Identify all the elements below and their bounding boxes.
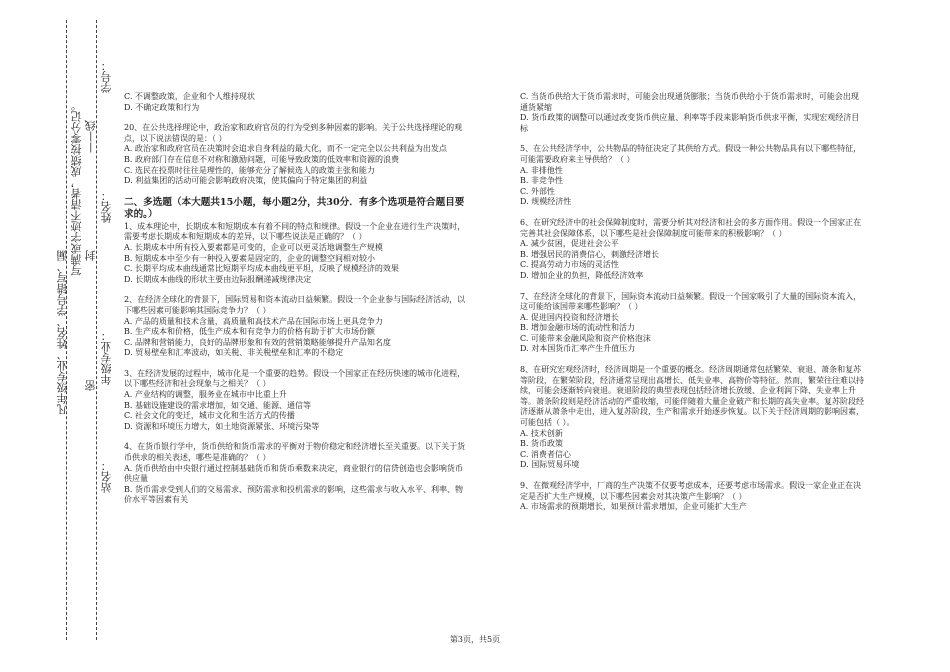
- bind-label: 密: [84, 380, 97, 391]
- question-stem: 7、在经济全球化的背景下，国际资本流动日益频繁。假设一个国家吸引了大量的国际资本流入，这可能给该国带来哪些影响？（ ）: [520, 291, 862, 312]
- site-label: 站名：: [100, 460, 113, 493]
- option: C. 不调整政策，企业和个人维持现状: [124, 92, 255, 101]
- option: C. 品牌和营销能力，良好的品牌形象和有效的营销策略能够提升产品知名度: [124, 337, 391, 347]
- option: B. 政府部门存在信息不对称和激励问题，可能导致政策的低效率和资源的浪费: [124, 154, 399, 164]
- question-4: [124, 442, 468, 506]
- question-stem: 3、在经济发展的过程中，城市化是一个重要的趋势。假设一个国家正在经历快速的城市化进程，以下哪些经济和社会现象与之相关？（ ）: [124, 368, 466, 389]
- question-20: [124, 123, 468, 187]
- option: A. 产业结构的调整，服务业在城市中比重上升: [124, 390, 287, 400]
- question-6: [520, 218, 864, 282]
- option: C. 选民在投票时往往是理性的，能够充分了解候选人的政策主张和能力: [124, 165, 375, 175]
- question-7: [520, 292, 864, 356]
- section-heading: 二、多选题（本大题共15小题，每小题2分，共30分．有多个选项是符合题目要求的。）: [124, 196, 465, 221]
- question-1: [124, 222, 468, 286]
- option: C. 长期平均成本曲线通常比短期平均成本曲线更平坦，反映了规模经济的效果: [124, 264, 399, 274]
- option: D. 贸易壁垒和汇率波动，如关税、非关税壁垒和汇率的不稳定: [124, 348, 344, 358]
- question-stem: 6、在研究经济中的社会保障制度时，需要分析其对经济和社会的多方面作用。假设一个国家正在完善其社会保障体系，以下哪些是社会保障制度可能带来的积极影响？（ ）: [520, 217, 862, 238]
- option: B. 增加金融市场的流动性和活力: [520, 323, 635, 333]
- cut-line-right: [96, 20, 97, 640]
- question-stem: 20、在公共选择理论中，政治家和政府官员的行为受到多种因素的影响。关于公共选择理论的观点，以下说法错误的是：（ ）: [124, 123, 463, 143]
- option: D. 利益集团的活动可能会影响政府决策，使其偏向于特定集团的利益: [124, 176, 368, 186]
- question-3: [124, 369, 468, 433]
- option: B. 短期成本中至少有一种投入要素是固定的，企业的调整空间相对较小: [124, 253, 375, 263]
- option: A. 非排他性: [520, 165, 563, 175]
- question-stem: 5、在公共经济学中，公共物品的特征决定了其供给方式。假设一种公共物品具有以下哪些特征，可能需要政府来主导供给？（ ）: [520, 144, 862, 164]
- right-column: [520, 92, 864, 523]
- option: A. 长期成本中所有投入要素都是可变的，企业可以更灵活地调整生产规模: [124, 242, 383, 252]
- question-stem: 8、在研究宏观经济时，经济周期是一个重要的概念。经济周期通常包括繁荣、衰退、萧条和复苏等阶段，在繁荣阶段，经济通常呈现出高增长、低失业率、高物价等特征。然而，繁荣往往难以持续，可能会逐渐转向衰退。衰退阶段的典型表现包括经济增长放缓、企业利润下降、失业率上升等。萧条阶段则是经济活动的严重收缩，可能伴随着大量企业破产和长期的高失业率。复苏阶段经济逐渐从萧条中走出，进入复苏阶段，生产和需求开始逐步恢复。以下关于经济周期的影响因素，可能包括（ ）。: [520, 365, 864, 428]
- option: D. 增加企业的负担，降低经济效率: [520, 270, 644, 280]
- option: C. 外部性: [520, 186, 555, 196]
- binding-margin: [0, 0, 118, 672]
- question-stem: 1、成本理论中，长期成本和短期成本有着不同的特点和规律。假设一个企业在进行生产决策时，需要考虑长期成本和短期成本的差异，以下哪些说法是正确的？（ ）: [124, 221, 466, 242]
- option: B. 货币需求受到人们的交易需求、预防需求和投机需求的影响，这些需求与收入水平、利率、物价水平等因素有关: [124, 484, 463, 505]
- notice-line-1: 写满或字迹不清者，成绩按零分记。: [70, 100, 83, 276]
- grade-major-label: 年级专业：: [100, 330, 113, 385]
- question-9: [520, 481, 864, 513]
- option: B. 增强居民的消费信心，刺激经济增长: [520, 249, 659, 259]
- option: C. 可能带来金融风险和资产价格泡沫: [520, 333, 651, 343]
- option: A. 市场需求的预期增长，如果预计需求增加，企业可能扩大生产: [520, 502, 747, 512]
- question-5: [520, 144, 864, 208]
- option: A. 产品的质量和技术含量，高质量和高技术产品在国际市场上更具竞争力: [124, 316, 383, 326]
- question-2: [124, 295, 468, 359]
- option: B. 货币政策: [520, 439, 563, 449]
- option: B. 生产成本和价格，低生产成本和有竞争力的价格有助于扩大市场份额: [124, 327, 375, 337]
- option: D. 规模经济性: [520, 197, 572, 207]
- cut-line-label: ——线: [84, 120, 97, 153]
- option: C. 消费者信心: [520, 449, 571, 459]
- option: D. 资源和环境压力增大，如土地资源紧张、环境污染等: [124, 421, 320, 431]
- option: D. 国际贸易环境: [520, 460, 580, 470]
- option: D. 不确定政策和行为: [124, 102, 200, 112]
- option: A. 减少贫困，促进社会公平: [520, 239, 619, 249]
- seal-label: 封: [84, 250, 97, 261]
- question-stem: 4、在货币银行学中，货币供给和货币需求的平衡对于物价稳定和经济增长至关重要。以下关于货币供求的相关表述，哪些是准确的？（ ）: [124, 442, 466, 463]
- option: C. 当货币供给大于货币需求时，可能会出现通货膨胀；当货币供给小于货币需求时，可能会出现通货紧缩: [520, 92, 859, 112]
- question-8: [520, 365, 864, 471]
- option: A. 货币供给由中央银行通过控制基础货币和货币乘数来决定，商业银行的信贷创造也会影响货币供应量: [124, 463, 463, 484]
- option: D. 长期成本曲线的形状主要由边际报酬递减规律决定: [124, 274, 312, 284]
- option: B. 非竞争性: [520, 176, 563, 186]
- option: C. 提高劳动力市场的灵活性: [520, 260, 619, 270]
- option: A. 促进国内投资和经济增长: [520, 312, 619, 322]
- page-number: 第3页，共5页: [449, 635, 501, 644]
- notice-line-2: 凡年级专业、姓名、学号错写、漏: [56, 250, 69, 415]
- option: C. 社会文化的变迁，城市文化和生活方式的传播: [124, 411, 295, 421]
- question-stem: 9、在微观经济学中，厂商的生产决策不仅要考虑成本，还要考虑市场需求。假设一家企业正在决定是否扩大生产规模，以下哪些因素会对其决策产生影响？（ ）: [520, 481, 862, 501]
- option: D. 对本国货币汇率产生升值压力: [520, 344, 636, 354]
- option: A. 政治家和政府官员在决策时会追求自身利益的最大化，而不一定完全以公共利益为出发点: [124, 144, 447, 154]
- question-stem: 2、在经济全球化的背景下，国际贸易和资本流动日益频繁。假设一个企业参与国际经济活动，以下哪些因素可能影响其国际竞争力？（ ）: [124, 295, 466, 315]
- name-label: 姓名：: [100, 190, 113, 223]
- option: B. 基础设施建设的需求增加，如交通、能源、通信等: [124, 400, 311, 410]
- option: A. 技术创新: [520, 428, 563, 438]
- left-column: [124, 92, 468, 516]
- student-id-label: 学号：: [100, 60, 113, 93]
- option: D. 货币政策的调整可以通过改变货币供应量、利率等手段来影响货币供求平衡，实现宏观经济目标: [520, 113, 860, 133]
